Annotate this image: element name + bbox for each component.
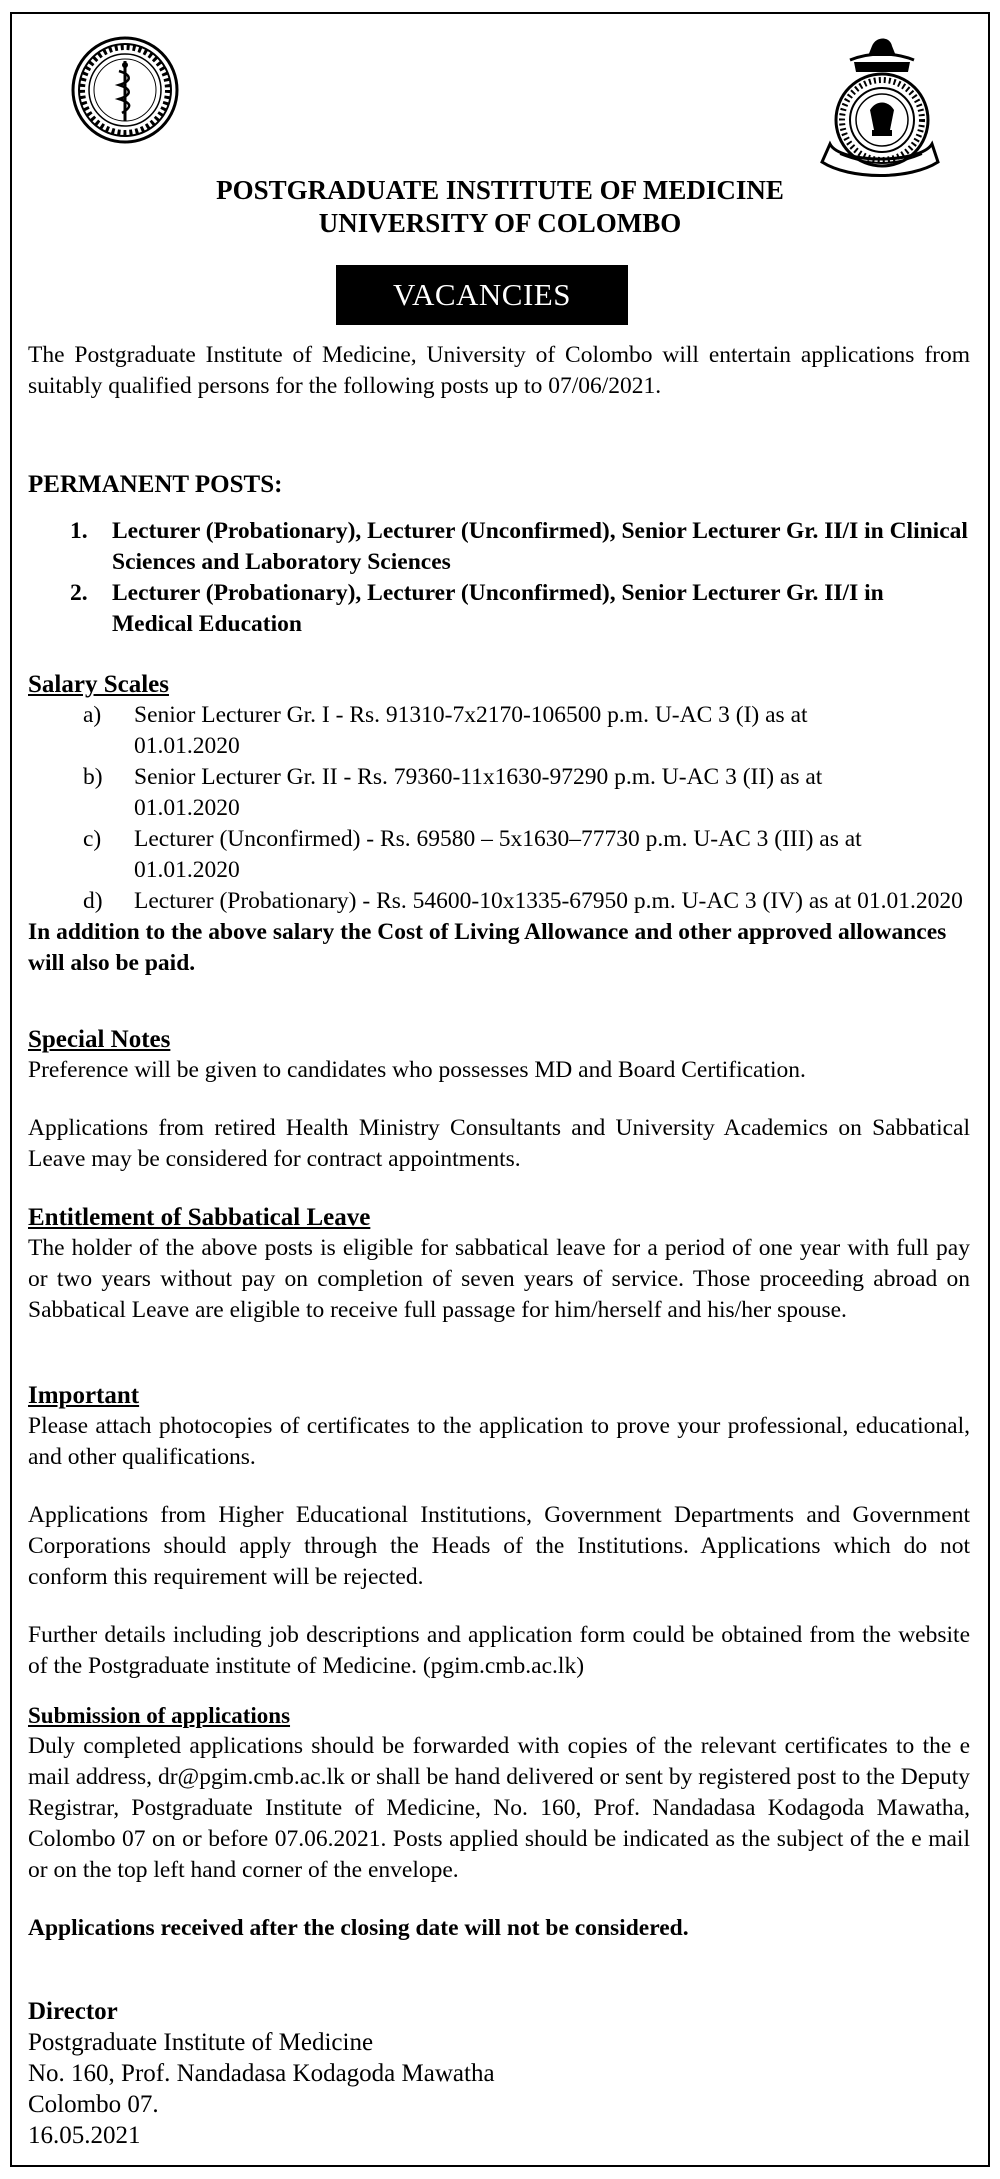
- sabbatical-section: [28, 1202, 970, 1326]
- signature-date: 16.05.2021: [28, 2122, 141, 2149]
- pgim-seal-icon: [70, 35, 180, 145]
- important-section: [28, 1380, 970, 1682]
- submission-paragraph: Duly completed applications should be forwarded with copies of the relevant certificates to the e mail address, dr@pgim.cmb.ac.lk or shall be hand delivered or sent by registered post to the Deputy Registrar, Postgraduate Institute of Medicine, No. 160, Prof. Nandadasa Kodagoda Mawatha, Colombo 07 on or before 07.06.2021. Posts applied should be indicated as the subject of the e mail or on the top left hand corner of the envelope.: [28, 1733, 970, 1883]
- posts-list: [28, 516, 970, 640]
- signature-line-3: Colombo 07.: [28, 2091, 159, 2118]
- list-item: 1. Lecturer (Probationary), Lecturer (Unconfirmed), Senior Lecturer Gr. II/I in Clinical Sciences and Laboratory Sciences: [70, 518, 968, 575]
- important-heading: Important: [28, 1382, 140, 1409]
- special-notes-paragraph-2: Applications from retired Health Ministry Consultants and University Academics on Sabbatical Leave may be considered for contract appointments.: [28, 1115, 970, 1172]
- permanent-posts-heading: PERMANENT POSTS:: [28, 471, 283, 498]
- institute-name: POSTGRADUATE INSTITUTE OF MEDICINE: [216, 175, 784, 205]
- signature-block: [28, 1996, 970, 2151]
- institute-header: [0, 174, 1000, 240]
- permanent-posts-section: [28, 469, 970, 640]
- submission-heading: Submission of applications: [28, 1703, 291, 1728]
- important-paragraph-3: Further details including job descriptions and application form could be obtained from the website of the Postgraduate institute of Medicine. (pgim.cmb.ac.lk): [28, 1622, 970, 1679]
- list-item: c) Lecturer (Unconfirmed) - Rs. 69580 – 5x1630–77730 p.m. U-AC 3 (III) as at 01.01.2020: [83, 826, 862, 883]
- signature-title: Director: [28, 1998, 118, 2025]
- submission-section: [28, 1700, 970, 1944]
- university-name: UNIVERSITY OF COLOMBO: [318, 208, 682, 238]
- sabbatical-heading: Entitlement of Sabbatical Leave: [28, 1204, 371, 1231]
- list-item: b) Senior Lecturer Gr. II - Rs. 79360-11x1630-97290 p.m. U-AC 3 (II) as at 01.01.2020: [83, 764, 823, 821]
- signature-line-1: Postgraduate Institute of Medicine: [28, 2029, 374, 2056]
- important-paragraph-2: Applications from Higher Educational Institutions, Government Departments and Government Corporations should apply through the Heads of the Institutions. Applications which do not conform this requirement will be rejected.: [28, 1502, 970, 1590]
- allowance-note: In addition to the above salary the Cost of Living Allowance and other approved allowances will also be paid.: [28, 919, 947, 976]
- closing-note: Applications received after the closing date will not be considered.: [28, 1915, 689, 1941]
- salary-heading: Salary Scales: [28, 671, 169, 698]
- special-notes-paragraph-1: Preference will be given to candidates who possesses MD and Board Certification.: [28, 1057, 806, 1083]
- vacancies-banner: VACANCIES: [336, 265, 628, 325]
- special-notes-section: [28, 1024, 970, 1175]
- intro-paragraph: The Postgraduate Institute of Medicine, University of Colombo will entertain applications from suitably qualified persons for the following posts up to 07/06/2021.: [28, 342, 970, 399]
- signature-line-2: No. 160, Prof. Nandadasa Kodagoda Mawatha: [28, 2060, 495, 2087]
- list-item: a) Senior Lecturer Gr. I - Rs. 91310-7x2170-106500 p.m. U-AC 3 (I) as at 01.01.2020: [83, 702, 808, 759]
- salary-section: [28, 669, 970, 979]
- list-item: 2. Lecturer (Probationary), Lecturer (Unconfirmed), Senior Lecturer Gr. II/I in Medical Education: [70, 580, 884, 637]
- special-notes-heading: Special Notes: [28, 1026, 171, 1053]
- university-crest-icon: [810, 34, 950, 180]
- important-paragraph-1: Please attach photocopies of certificates to the application to prove your professional, educational, and other qualifications.: [28, 1413, 970, 1470]
- salary-list: [28, 700, 970, 917]
- sabbatical-paragraph: The holder of the above posts is eligible for sabbatical leave for a period of one year with full pay or two years without pay on completion of seven years of service. Those proceeding abroad on Sabbatical Leave are eligible to receive full passage for him/herself and his/her spouse.: [28, 1235, 970, 1323]
- list-item: d) Lecturer (Probationary) - Rs. 54600-10x1335-67950 p.m. U-AC 3 (IV) as at 01.01.2020: [83, 888, 963, 914]
